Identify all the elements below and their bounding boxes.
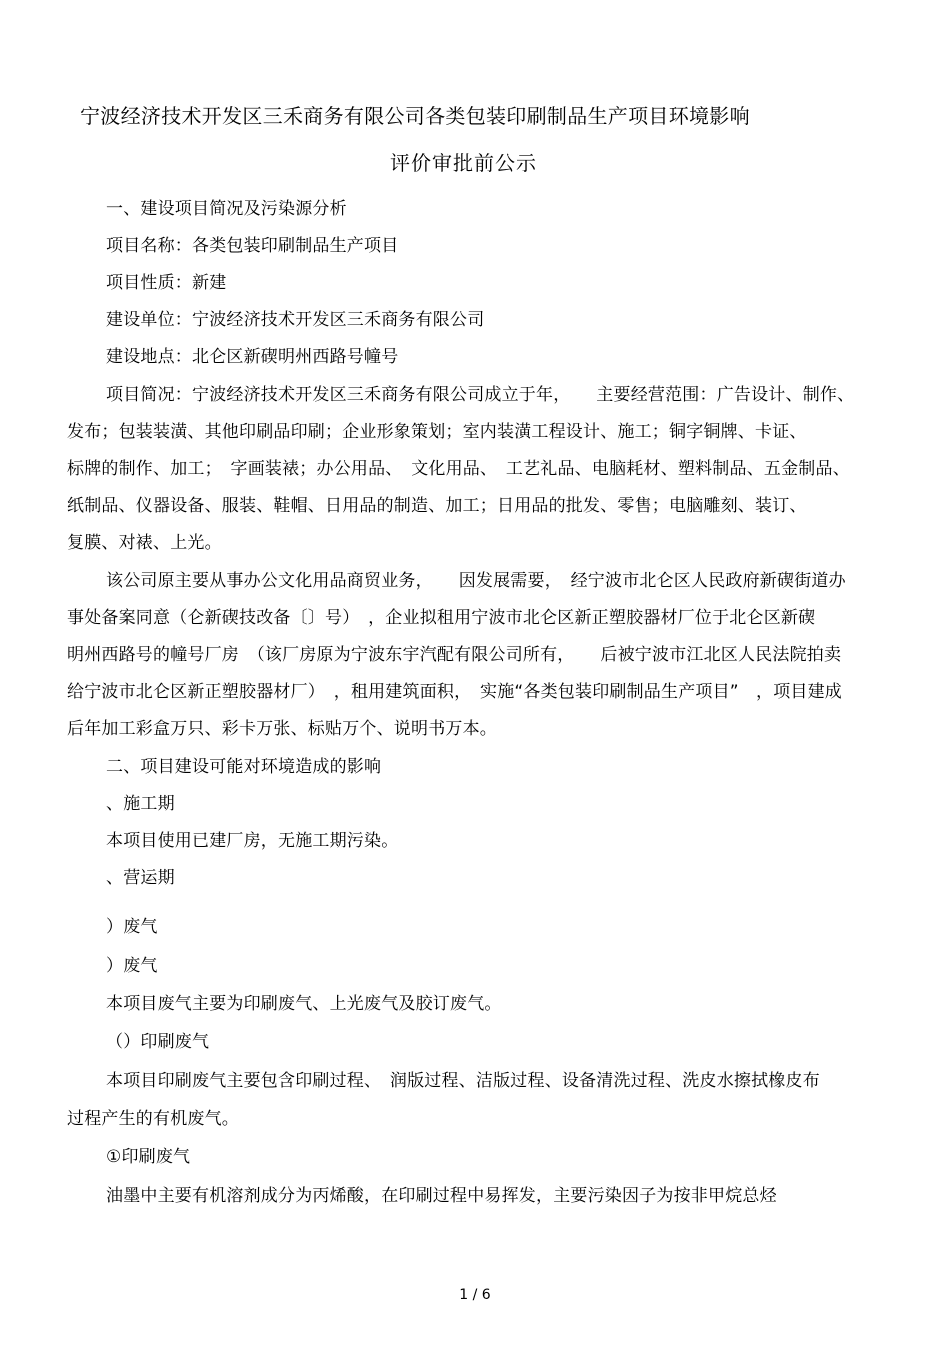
project-summary-line: 发布；包装装潢、其他印刷品印刷；企业形象策划；室内装潢工程设计、施工；铜字铜牌、卡证、 xyxy=(67,422,807,442)
paragraph-line: 油墨中主要有机溶剂成分为丙烯酸，在印刷过程中易挥发，主要污染因子为按非甲烷总烃 xyxy=(106,1186,777,1206)
paragraph-line: 过程产生的有机废气。 xyxy=(67,1109,239,1129)
subheading-item-1: ①印刷废气 xyxy=(106,1147,191,1167)
company-background-line: 给宁波市北仑区新正塑胶器材厂） ，租用建筑面积， 实施“各类包装印刷制品生产项目” ，项目建成 xyxy=(67,682,843,702)
subheading-operation-period: 、营运期 xyxy=(106,868,175,888)
paragraph-line: 本项目废气主要为印刷废气、上光废气及胶订废气。 xyxy=(106,994,502,1014)
company-background-line: 明州西路号的幢号厂房 （该厂房原为宁波东宇汽配有限公司所有， 后被宁波市江北区人民法院拍卖 xyxy=(67,645,842,665)
project-summary-line: 复膜、对裱、上光。 xyxy=(67,533,222,553)
paragraph-line: 本项目印刷废气主要包含印刷过程、 润版过程、洁版过程、设备清洗过程、洗皮水擦拭橡皮布 xyxy=(106,1071,820,1091)
section-heading-2: 二、项目建设可能对环境造成的影响 xyxy=(106,757,382,777)
section-heading-1: 一、建设项目简况及污染源分析 xyxy=(106,199,347,219)
construction-unit: 建设单位：宁波经济技术开发区三禾商务有限公司 xyxy=(106,310,485,330)
project-summary-line: 标牌的制作、加工； 字画装裱；办公用品、 文化用品、 工艺礼品、电脑耗材、塑料制品、五金制品、 xyxy=(67,459,850,479)
construction-site: 建设地点：北仑区新碶明州西路号幢号 xyxy=(106,347,399,367)
project-name: 项目名称：各类包装印刷制品生产项目 xyxy=(106,236,399,256)
subheading-waste-gas: ）废气 xyxy=(106,956,158,976)
company-background-line: 后年加工彩盒万只、彩卡万张、标贴万个、说明书万本。 xyxy=(67,719,497,739)
document-title-line-1: 宁波经济技术开发区三禾商务有限公司各类包装印刷制品生产项目环境影响 xyxy=(80,104,750,128)
project-summary-line: 纸制品、仪器设备、服装、鞋帽、日用品的制造、加工；日用品的批发、零售；电脑雕刻、装订、 xyxy=(67,496,807,516)
company-background-line: 事处备案同意（仑新碶技改备〔〕号） ，企业拟租用宁波市北仑区新正塑胶器材厂位于北仑区新碶 xyxy=(67,608,816,628)
page-number: 1 / 6 xyxy=(459,1287,491,1303)
subheading-construction-period: 、施工期 xyxy=(106,794,175,814)
subheading-waste-gas: ）废气 xyxy=(106,917,158,937)
company-background-line: 该公司原主要从事办公文化用品商贸业务， 因发展需要， 经宁波市北仑区人民政府新碶街道办 xyxy=(106,571,846,591)
paragraph-line: 本项目使用已建厂房，无施工期污染。 xyxy=(106,831,399,851)
project-summary-line: 项目简况：宁波经济技术开发区三禾商务有限公司成立于年， 主要经营范围：广告设计、制作、 xyxy=(106,385,855,405)
subheading-printing-waste-gas: （）印刷废气 xyxy=(106,1032,210,1052)
project-nature: 项目性质：新建 xyxy=(106,273,227,293)
document-title-line-2: 评价审批前公示 xyxy=(390,151,537,175)
